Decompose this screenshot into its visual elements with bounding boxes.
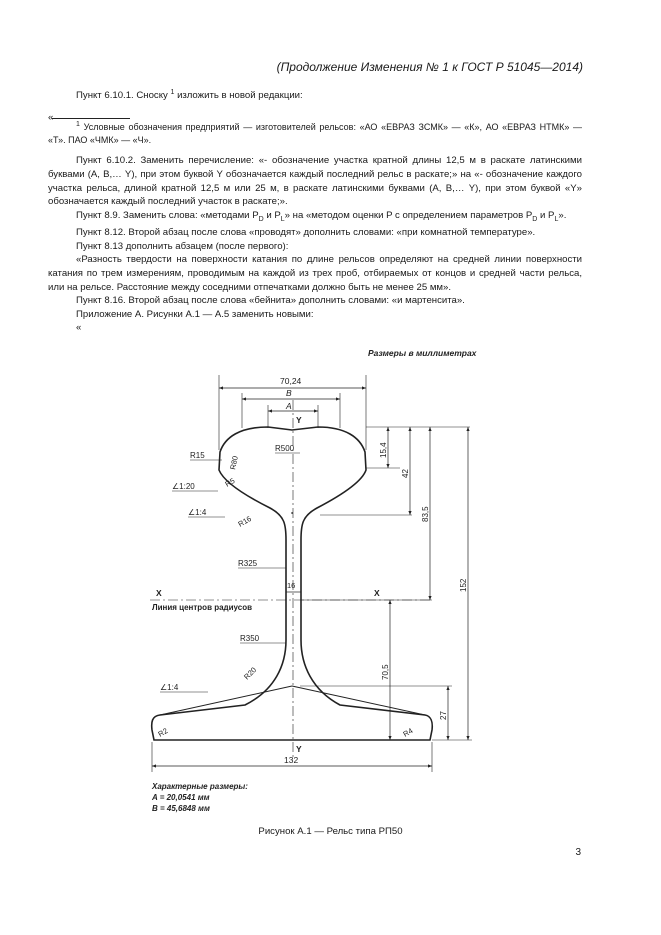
paragraph-8-13: Пункт 8.13 дополнить абзацем (после первого): bbox=[76, 240, 289, 252]
paragraph-6-10-1: Пункт 6.10.1. Сноску $^1$ изложить в новой редакции: bbox=[76, 89, 303, 102]
dim-h154-label: 15,4 bbox=[379, 442, 388, 458]
r500-label: R500 bbox=[275, 444, 295, 453]
axis-x-left: X bbox=[156, 588, 162, 598]
base-apex-left bbox=[160, 686, 292, 715]
r16-label: R16 bbox=[236, 514, 253, 529]
paragraph-8-9: Пункт 8.9. Заменить слова: «методами $P_D$ и $P_L$» на «методом оценки P с определением параметров $P_D$ и $P_L$». bbox=[76, 209, 567, 223]
r80-label: R80 bbox=[228, 455, 240, 471]
slope-1-4-upper-label: ∠1:4 bbox=[188, 508, 207, 517]
paragraph-quote-open: « bbox=[76, 322, 82, 334]
axis-y-bottom: Y bbox=[296, 744, 302, 754]
dim-web-label: 16 bbox=[287, 581, 296, 590]
neutral-axis-label: Линия центров радиусов bbox=[152, 603, 253, 612]
paragraph-8-13-quote: «Разность твердости на поверхности катания по длине рельсов определяют на средней линии поверхности катания по трем измерениям, проводимым на каждой из трех проб, отбираемых от концов и средней части рельса, или на рельсе. Расстояние между соседними отпечатками должно быть не менее 25 мм». bbox=[48, 254, 582, 293]
characteristic-title: Характерные размеры: bbox=[152, 782, 248, 791]
r2-label: R2 bbox=[156, 726, 170, 739]
paragraph-appendix-a: Приложение А. Рисунки А.1 — А.5 заменить новыми: bbox=[76, 308, 314, 320]
open-quote: « bbox=[48, 111, 54, 123]
characteristic-b: B = 45,6848 мм bbox=[152, 804, 210, 813]
r350-label: R350 bbox=[240, 634, 260, 643]
dim-base-width-label: 132 bbox=[284, 755, 299, 765]
r20-label: R20 bbox=[242, 665, 259, 682]
units-note: Размеры в миллиметрах bbox=[368, 348, 477, 358]
body-text bbox=[48, 86, 582, 335]
dim-h835-label: 83,5 bbox=[421, 506, 430, 522]
axis-y-top: Y bbox=[296, 415, 302, 425]
slope-1-20-label: ∠1:20 bbox=[172, 482, 195, 491]
dim-b-label: B bbox=[286, 388, 292, 398]
paragraph-6-10-2: Пункт 6.10.2. Заменить перечисление: «- обозначение участка кратной длины 12,5 м в раскате латинскими буквами (А, В,… Y), при этом буквой Y обозначается каждый последний рельс в раскате;» на «- обозначение каждого участка рельса, длиной кратной 12,5 м или 25 м, в раскате латинскими буквами (А, В,… Y), при этом буквой «Y» обозначается каждый последний участок в раскате;». bbox=[48, 155, 582, 208]
rail-drawing bbox=[140, 345, 500, 815]
continuation-header: (Продолжение Изменения № 1 к ГОСТ Р 51045—2014) bbox=[276, 60, 583, 74]
r15-label: R15 bbox=[190, 451, 205, 460]
r4-label: R4 bbox=[401, 726, 415, 739]
dim-h705-label: 70,5 bbox=[381, 664, 390, 680]
r325-label: R325 bbox=[238, 559, 258, 568]
r5-label: R5 bbox=[223, 476, 237, 489]
dim-h152-label: 152 bbox=[459, 578, 468, 592]
footnote: $^1$ Условные обозначения предприятий — изготовителей рельсов: «АО «ЕВРАЗ ЗСМК» — «К», АО «ЕВРАЗ НТМК» — «Т». ПАО «ЧМК» — «Ч». bbox=[48, 121, 582, 145]
axis-x-right: X bbox=[374, 588, 380, 598]
page-number: 3 bbox=[575, 847, 581, 858]
dim-head-width-label: 70,24 bbox=[280, 376, 302, 386]
dim-a-label: A bbox=[286, 401, 292, 411]
dim-h42-label: 42 bbox=[401, 469, 410, 478]
dim-h27-label: 27 bbox=[439, 711, 448, 720]
slope-1-4-lower-label: ∠1:4 bbox=[160, 683, 179, 692]
characteristic-a: A = 20,0541 мм bbox=[152, 793, 210, 802]
paragraph-8-12: Пункт 8.12. Второй абзац после слова «проводят» дополнить словами: «при комнатной температуре». bbox=[76, 227, 536, 239]
figure-caption: Рисунок А.1 — Рельс типа РП50 bbox=[258, 826, 403, 837]
base-apex-right bbox=[292, 686, 425, 715]
paragraph-8-16: Пункт 8.16. Второй абзац после слова «бейнита» дополнить словами: «и мартенсита». bbox=[76, 295, 465, 307]
